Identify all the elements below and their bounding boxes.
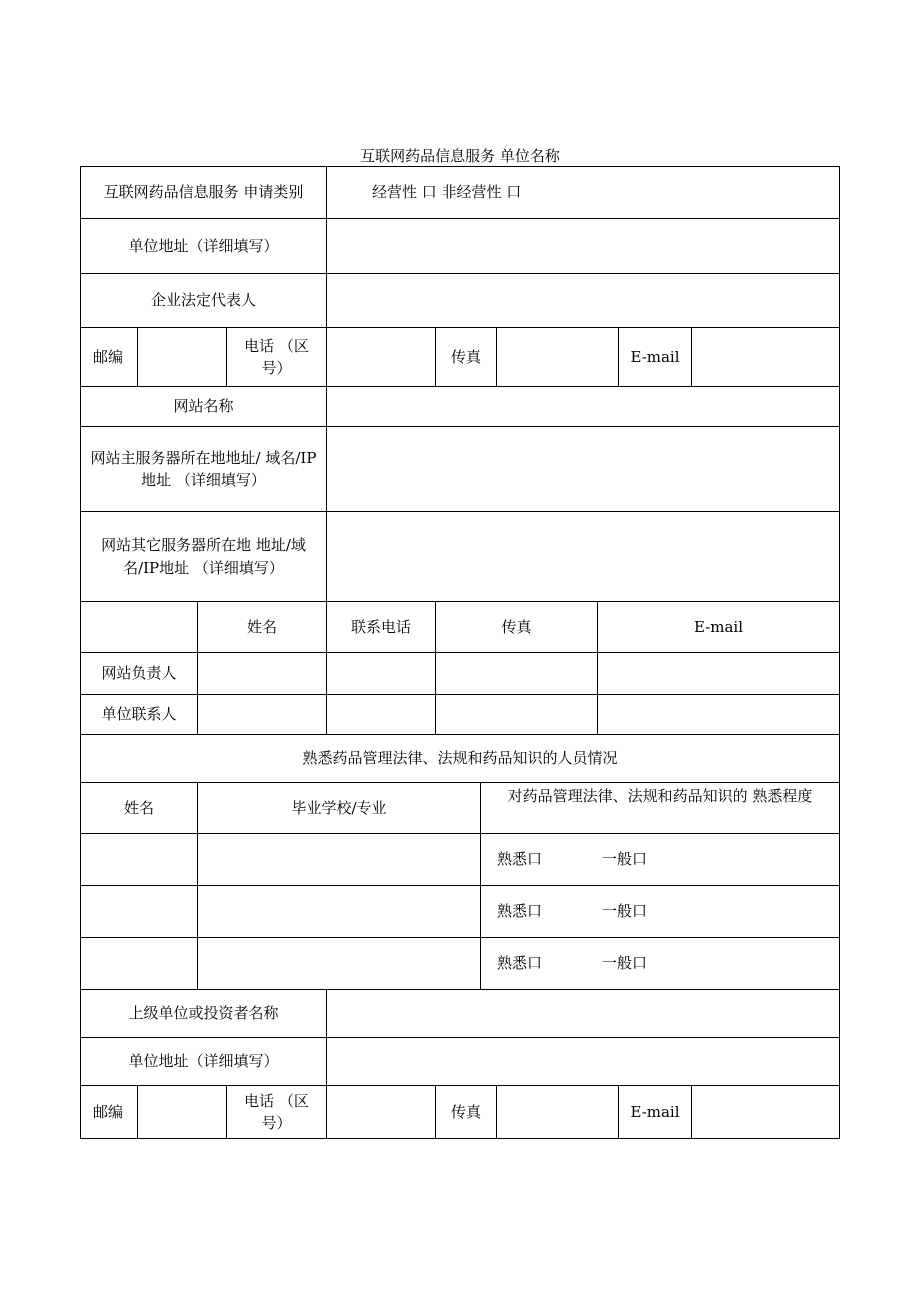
legal-rep-label: 企业法定代表人 [150,291,256,310]
personnel-header-school: 毕业学校/专业 [291,798,387,817]
postcode-label: 邮编 [93,347,124,366]
contacts-header-fax: 传真 [501,617,532,636]
category-label: 互联网药品信息服务 申请类别 [103,183,304,202]
main-server-field[interactable] [327,427,839,511]
option-general[interactable]: 一般口 [602,850,648,869]
contacts-header-email: E-mail [693,617,744,636]
address-field[interactable] [327,219,839,273]
investor-fax-label: 传真 [450,1102,481,1121]
fax-field[interactable] [497,328,618,386]
investor-postcode-label: 邮编 [93,1102,124,1121]
other-server-field[interactable] [327,512,839,601]
contacts-header-name: 姓名 [246,617,277,636]
investor-phone-field[interactable] [327,1086,435,1138]
personnel-header-familiarity: 对药品管理法律、法规和药品知识的 熟悉程度 [507,787,813,805]
investor-email-field[interactable] [692,1086,839,1138]
category-options[interactable]: 经营性 口 非经营性 口 [372,183,522,202]
personnel-section-title: 熟悉药品管理法律、法规和药品知识的人员情况 [302,749,618,768]
option-general[interactable]: 一般口 [602,902,648,921]
investor-email-label: E-mail [630,1102,680,1121]
familiarity-options[interactable] [481,886,839,937]
email-field[interactable] [692,328,839,386]
phone-label: 电话 （区号） [244,336,309,377]
personnel-header-name: 姓名 [123,798,154,817]
page-title: 互联网药品信息服务 单位名称 [360,147,560,165]
investor-name-label: 上级单位或投资者名称 [128,1004,279,1023]
fax-label: 传真 [450,347,481,366]
investor-address-field[interactable] [327,1038,839,1085]
legal-rep-field[interactable] [327,274,839,327]
address-label: 单位地址（详细填写） [128,236,279,255]
investor-name-field[interactable] [327,990,839,1037]
option-familiar[interactable]: 熟悉口 [497,902,543,921]
option-familiar[interactable]: 熟悉口 [497,954,543,973]
investor-phone-label: 电话 （区号） [244,1091,309,1132]
familiarity-options[interactable] [481,834,839,885]
contact-row-label: 单位联系人 [101,705,177,724]
main-server-label: 网站主服务器所在地地址/ 域名/IP地址 （详细填写） [90,448,317,489]
contact-row-label: 网站负责人 [101,664,177,683]
familiarity-options[interactable] [481,938,839,989]
postcode-field[interactable] [138,328,226,386]
option-familiar[interactable]: 熟悉口 [497,850,543,869]
investor-fax-field[interactable] [497,1086,618,1138]
other-server-label: 网站其它服务器所在地 地址/域名/IP地址 （详细填写） [101,536,306,577]
site-name-label: 网站名称 [173,397,234,416]
contacts-header-phone: 联系电话 [350,617,411,636]
email-label: E-mail [630,347,680,366]
option-general[interactable]: 一般口 [602,954,648,973]
site-name-field[interactable] [327,387,839,426]
investor-postcode-field[interactable] [138,1086,226,1138]
investor-address-label: 单位地址（详细填写） [128,1052,279,1071]
phone-field[interactable] [327,328,435,386]
